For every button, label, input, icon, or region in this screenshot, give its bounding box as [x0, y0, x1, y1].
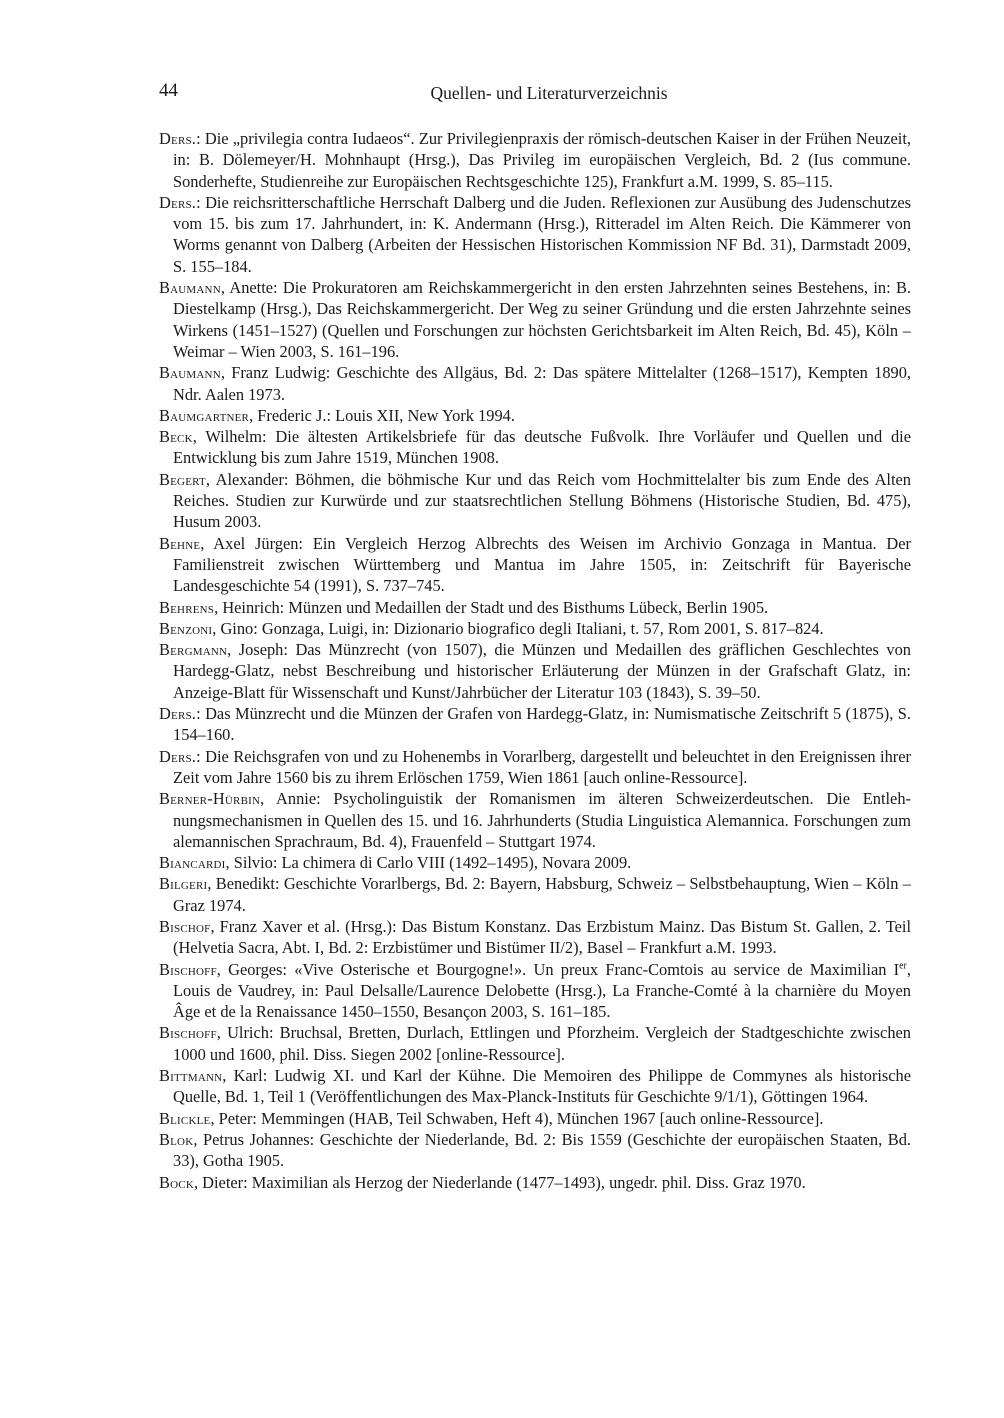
bibliography-entry — [159, 618, 911, 639]
entry-text: : Das Münzrecht und die Münzen der Grafen von Hardegg-Glatz, in: Numismatische Zeitschrift 5 (1875), S. 154–160. — [173, 704, 911, 745]
entry-author: Bock — [159, 1172, 194, 1192]
entry-author: Bergmann — [159, 640, 228, 660]
entry-author: Bischoff — [159, 1023, 217, 1043]
entry-text: , Dieter: Maximilian als Herzog der Niederlande (1477–1493), ungedr. phil. Diss. Graz 1970. — [193, 1172, 806, 1192]
entry-author: Berner-Hürbin — [159, 789, 261, 809]
entry-text: , Peter: Memmingen (HAB, Teil Schwaben, Heft 4), München 1967 [auch online-Ressource]. — [210, 1108, 824, 1128]
bibliography-entry — [159, 788, 911, 852]
entry-author: Ders. — [159, 129, 197, 148]
bibliography-entry — [159, 426, 911, 469]
bibliography-entry — [159, 597, 911, 618]
bibliography-entry — [159, 1129, 911, 1172]
bibliography-entry — [159, 916, 911, 959]
entry-author: Baumann — [159, 363, 221, 383]
entry-text: , Gino: Gonzaga, Luigi, in: Dizionario biografico degli Italiani, t. 57, Rom 2001, S. 817–824. — [212, 618, 824, 638]
entry-author: Biancardi — [159, 853, 226, 873]
entry-author: Bischoff — [159, 959, 217, 979]
entry-author: Ders. — [159, 704, 197, 724]
bibliography-entry — [159, 639, 911, 703]
bibliography-entry — [159, 959, 911, 1023]
entry-text: : Die „privilegia contra Iudaeos“. Zur Privilegienpraxis der römisch-deutschen Kaiser in der Frühen Neuzeit, in: B. Dölemeyer/H. Mohnhaupt (Hrsg.), Das Privileg im europäischen Vergleich, Bd. 2 (Ius commune. Sonderhefte, Studienreihe zur Europäischen Rechtsgeschichte 125), Frankfurt a.M. 1999, S. 85–115. — [173, 129, 911, 191]
bibliography-entry — [159, 746, 911, 789]
entry-text: , Georges: «Vive Osterische et Bourgogne!». Un preux Franc-Comtois au service de Maximilian I — [216, 959, 900, 979]
entry-author: Behrens — [159, 597, 215, 617]
entry-text: , Franz Ludwig: Geschichte des Allgäus, Bd. 2: Das spätere Mittelalter (1268–1517), Kempten 1890, Ndr. Aalen 1973. — [173, 363, 911, 404]
bibliography-entry — [159, 362, 911, 405]
entry-author: Baumann — [159, 278, 221, 298]
entry-text: , Petrus Johannes: Geschichte der Niederlande, Bd. 2: Bis 1559 (Geschichte der europäischen Staaten, Bd. 33), Gotha 1905. — [173, 1129, 911, 1171]
entry-text: : Die Reichsgrafen von und zu Hohenembs in Vorarlberg, dargestellt und beleuchtet in den Ereignissen ihrer Zeit vom Jahre 1560 bis zu ihrem Erlöschen 1759, Wien 1861 [auch online-Ressource]. — [173, 746, 911, 787]
bibliography-entry — [159, 1172, 911, 1193]
entry-text: : Die reichsritterschaftliche Herrschaft Dalberg und die Juden. Reflexionen zur Ausübung des Judenschutzes vom 15. bis zum 17. Jahrhundert, in: K. Andermann (Hrsg.), Ritteradel im Alten Reich. Die Kämmerer von Worms genannt von Dalberg (Arbeiten der Hessischen Historischen Kommission NF Bd. 31), Darmstadt 2009, S. 155–184. — [173, 192, 911, 276]
entry-text: , Karl: Ludwig XI. und Karl der Kühne. Die Memoiren des Philippe de Commynes als historische Quelle, Bd. 1, Teil 1 (Veröffentlichungen des Max-Planck-Instituts für Geschichte 9/1/1), Göttingen 1964. — [173, 1066, 911, 1107]
entry-text: , Ulrich: Bruchsal, Bretten, Durlach, Ettlingen und Pforzheim. Vergleich der Stadtgeschichte zwischen 1000 und 1600, phil. Diss. Siegen 2002 [online-Ressource]. — [173, 1023, 911, 1064]
entry-text-continued: , Louis de Vaudrey, in: Paul Delsalle/Laurence Delobette (Hrsg.), La Franche-Comté à la charnière du Moyen Âge et de la Renaissance 1450–1550, Besançon 2003, S. 161–185. — [173, 959, 911, 1022]
entry-author: Blok — [159, 1129, 194, 1149]
entry-text: , Anette: Die Prokuratoren am Reichskammergericht in den ersten Jahrzehnten seines Bestehens, in: B. Diestelkamp (Hrsg.), Das Reichskammergericht. Der Weg zu seiner Gründung und die ersten Jahrzehnte seines Wirkens (1451–1527) (Quellen und Forschungen zur höchsten Gerichtsbarkeit im Alten Reich, Bd. 45), Köln – Weimar – Wien 2003, S. 161–196. — [173, 278, 911, 361]
entry-author: Bischof — [159, 916, 211, 936]
running-title: Quellen- und Literaturverzeichnis — [430, 83, 668, 103]
bibliography-list — [159, 128, 911, 1193]
entry-author: Behne — [159, 533, 201, 553]
entry-author: Benzoni — [159, 618, 213, 638]
bibliography-entry — [159, 1022, 911, 1065]
entry-author: Begert — [159, 469, 206, 489]
entry-text: , Frederic J.: Louis XII, New York 1994. — [249, 405, 515, 425]
entry-author: Bittmann — [159, 1066, 223, 1086]
entry-author: Ders. — [159, 746, 197, 766]
entry-author: Blickle — [159, 1108, 211, 1128]
entry-text: , Wilhelm: Die ältesten Artikelsbriefe für das deutsche Fußvolk. Ihre Vorläufer und Quellen und die Entwicklung bis zum Jahre 1519, München 1908. — [173, 427, 911, 468]
page-number: 44 — [159, 80, 178, 101]
entry-author: Bilgeri — [159, 874, 208, 894]
entry-author: Beck — [159, 427, 193, 447]
entry-text: , Benedikt: Geschichte Vorarlbergs, Bd. 2: Bayern, Habsburg, Schweiz – Selbstbehauptung, Wien – Köln – Graz 1974. — [173, 874, 911, 915]
bibliography-entry — [159, 1065, 911, 1108]
entry-superscript: er — [899, 960, 907, 972]
page-header — [159, 80, 911, 110]
bibliography-entry — [159, 703, 911, 746]
entry-text: , Franz Xaver et al. (Hrsg.): Das Bistum Konstanz. Das Erzbistum Mainz. Das Bistum St. Gallen, 2. Teil (Helvetia Sacra, Abt. I, Bd. 2: Erzbistümer und Bistümer II/2), Basel – Frankfurt a.M. 1993. — [173, 916, 911, 958]
bibliography-entry — [159, 469, 911, 533]
bibliography-entry — [159, 533, 911, 597]
entry-author: Ders. — [159, 192, 197, 212]
bibliography-entry — [159, 277, 911, 362]
entry-text: , Joseph: Das Münzrecht (von 1507), die Münzen und Medaillen des gräflichen Geschlechtes von Hardegg-Glatz, nebst Beschreibung und historischer Erläuterung der Münzen in der Grafschaft Glatz, in: Anzeige-Blatt für Wissenschaft und Kunst/Jahrbücher der Literatur 103 (1843), S. 39–50. — [173, 640, 911, 702]
bibliography-entry — [159, 1108, 911, 1129]
entry-text: , Heinrich: Münzen und Medaillen der Stadt und des Bisthums Lübeck, Berlin 1905. — [214, 597, 769, 617]
entry-text: , Silvio: La chimera di Carlo VIII (1492–1495), Novara 2009. — [225, 853, 632, 873]
bibliography-entry — [159, 852, 911, 873]
entry-author: Baumgartner — [159, 405, 250, 425]
entry-text: , Alexander: Böhmen, die böhmische Kur und das Reich vom Hochmittelalter bis zum Ende des Alten Reiches. Studien zur Kurwürde und zur staatsrechtlichen Stellung Böhmens (Historische Studien, Bd. 475), Husum 2003. — [173, 469, 911, 532]
document-page — [159, 80, 911, 1193]
bibliography-entry — [159, 873, 911, 916]
bibliography-entry — [159, 405, 911, 426]
bibliography-entry — [159, 192, 911, 277]
entry-text: , Annie: Psycholinguistik der Romanismen im älteren Schweizerdeutschen. Die Entlehnungsmechanismen in Quellen des 15. und 16. Jahrhunderts (Studia Linguistica Alemannica. Forschungen zum alemannischen Sprachraum, Bd. 4), Frauenfeld – Stuttgart 1974. — [173, 789, 911, 851]
entry-text: , Axel Jürgen: Ein Vergleich Herzog Albrechts des Weisen im Archivio Gonzaga in Mantua. Der Familienstreit zwischen Württemberg und Mantua im Jahre 1505, in: Zeitschrift für Bayerische Landesgeschichte 54 (1991), S. 737–745. — [173, 533, 911, 596]
bibliography-entry — [159, 128, 911, 192]
